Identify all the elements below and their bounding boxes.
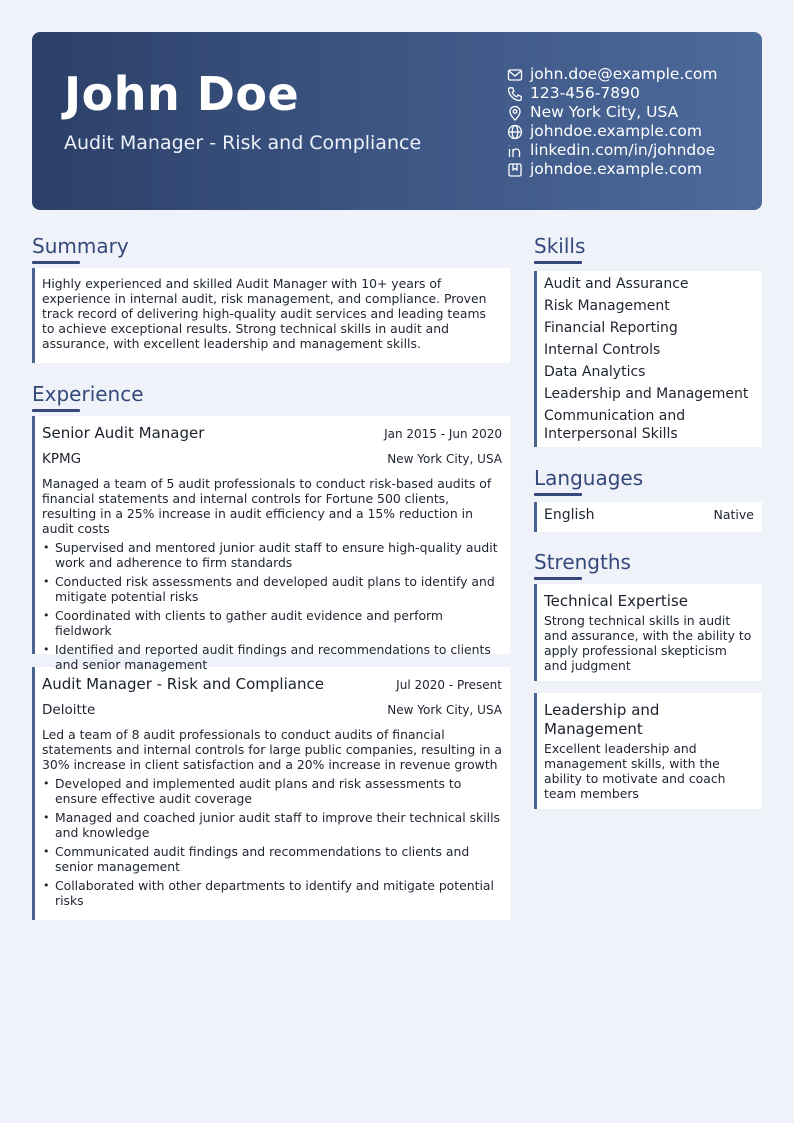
contact-location-text: New York City, USA <box>530 103 679 121</box>
globe-icon <box>506 123 524 141</box>
linkedin-icon <box>506 142 524 160</box>
job-description: Managed a team of 5 audit professionals to conduct risk-based audits of financial statements and internal controls for Fortune 500 clients, resulting in a 25% increase in audit efficiency and a 15% reduction in audit costs <box>42 476 492 536</box>
right-column <box>534 232 762 809</box>
job-title: Senior Audit Manager <box>42 424 205 442</box>
contact-linkedin-text: linkedin.com/in/johndoe <box>530 141 716 159</box>
job-title: Audit Manager - Risk and Compliance <box>42 675 324 693</box>
summary-section <box>32 232 510 363</box>
contact-phone[interactable] <box>506 84 717 103</box>
contact-location <box>506 103 717 122</box>
skill-item: Risk Management <box>544 298 670 314</box>
job-bullet: • Identified and reported audit findings and recommendations to clients and senior management <box>42 642 502 672</box>
phone-icon <box>506 85 524 103</box>
strength-title: Leadership and Management <box>544 701 660 738</box>
languages-heading: Languages <box>534 464 762 496</box>
skill-item: Leadership and Management <box>544 386 749 402</box>
candidate-title: Audit Manager - Risk and Compliance <box>64 132 422 154</box>
portfolio-icon <box>506 161 524 179</box>
job-bullet: • Developed and implemented audit plans and risk assessments to ensure effective audit coverage <box>42 776 502 806</box>
job-location: New York City, USA <box>387 452 502 466</box>
language-level: Native <box>713 507 754 522</box>
experience-item <box>32 667 510 920</box>
contact-email-text: john.doe@example.com <box>530 65 718 83</box>
strength-description: Strong technical skills in audit and assurance, with the ability to apply professional skepticism and judgment <box>544 613 752 673</box>
resume-header <box>32 32 762 210</box>
company-name: KPMG <box>42 451 82 467</box>
strength-item <box>534 693 762 809</box>
job-bullet: • Managed and coached junior audit staff to improve their technical skills and knowledge <box>42 810 502 840</box>
job-bullet: • Collaborated with other departments to identify and mitigate potential risks <box>42 878 502 908</box>
location-pin-icon <box>506 104 524 122</box>
skill-item: Data Analytics <box>544 364 646 380</box>
contact-phone-text: 123-456-7890 <box>530 84 640 102</box>
contact-portfolio[interactable] <box>506 160 717 179</box>
company-name: Deloitte <box>42 702 96 718</box>
skill-item: Internal Controls <box>544 342 661 358</box>
skill-item: Communication and Interpersonal Skills <box>544 408 686 442</box>
contact-list <box>506 65 717 179</box>
strengths-heading: Strengths <box>534 548 762 580</box>
job-description: Led a team of 8 audit professionals to conduct audits of financial statements and internal controls for large public companies, resulting in a 30% increase in client satisfaction and a 20% increase in revenue growth <box>42 727 502 772</box>
skills-card <box>534 271 762 447</box>
language-item <box>534 502 762 532</box>
strengths-section <box>534 548 762 809</box>
mail-icon <box>506 66 524 84</box>
job-bullets <box>42 776 502 908</box>
contact-website-text: johndoe.example.com <box>530 122 702 140</box>
summary-heading: Summary <box>32 232 510 264</box>
candidate-name: John Doe <box>64 67 300 121</box>
languages-section <box>534 464 762 532</box>
strength-item <box>534 584 762 681</box>
job-bullet: • Coordinated with clients to gather audit evidence and perform fieldwork <box>42 608 502 638</box>
job-dates: Jul 2020 - Present <box>396 678 502 692</box>
job-bullets <box>42 540 502 672</box>
experience-section <box>32 380 510 920</box>
job-bullet: • Communicated audit findings and recommendations to clients and senior management <box>42 844 502 874</box>
skill-item: Audit and Assurance <box>544 276 689 292</box>
job-dates: Jan 2015 - Jun 2020 <box>384 427 502 441</box>
job-bullet: • Conducted risk assessments and developed audit plans to identify and mitigate potential risks <box>42 574 502 604</box>
contact-website[interactable] <box>506 122 717 141</box>
job-location: New York City, USA <box>387 703 502 717</box>
skills-section <box>534 232 762 447</box>
contact-linkedin[interactable] <box>506 141 717 160</box>
contact-portfolio-text: johndoe.example.com <box>530 160 702 178</box>
strength-title: Technical Expertise <box>544 592 689 610</box>
summary-text: Highly experienced and skilled Audit Manager with 10+ years of experience in internal audit, risk management, and compliance. Proven track record of delivering high-quality audit services and leading teams to achieve exceptional results. Strong technical skills in audit and assurance, with excellent leadership and management skills. <box>42 276 487 351</box>
language-name: English <box>544 507 595 523</box>
job-bullet: • Supervised and mentored junior audit staff to ensure high-quality audit work and adherence to firm standards <box>42 540 502 570</box>
contact-email[interactable] <box>506 65 717 84</box>
summary-card <box>32 268 510 363</box>
skill-item: Financial Reporting <box>544 320 678 336</box>
strength-description: Excellent leadership and management skills, with the ability to motivate and coach team members <box>544 741 726 801</box>
left-column <box>32 232 510 920</box>
experience-heading: Experience <box>32 380 510 412</box>
skills-heading: Skills <box>534 232 762 264</box>
experience-item <box>32 416 510 672</box>
